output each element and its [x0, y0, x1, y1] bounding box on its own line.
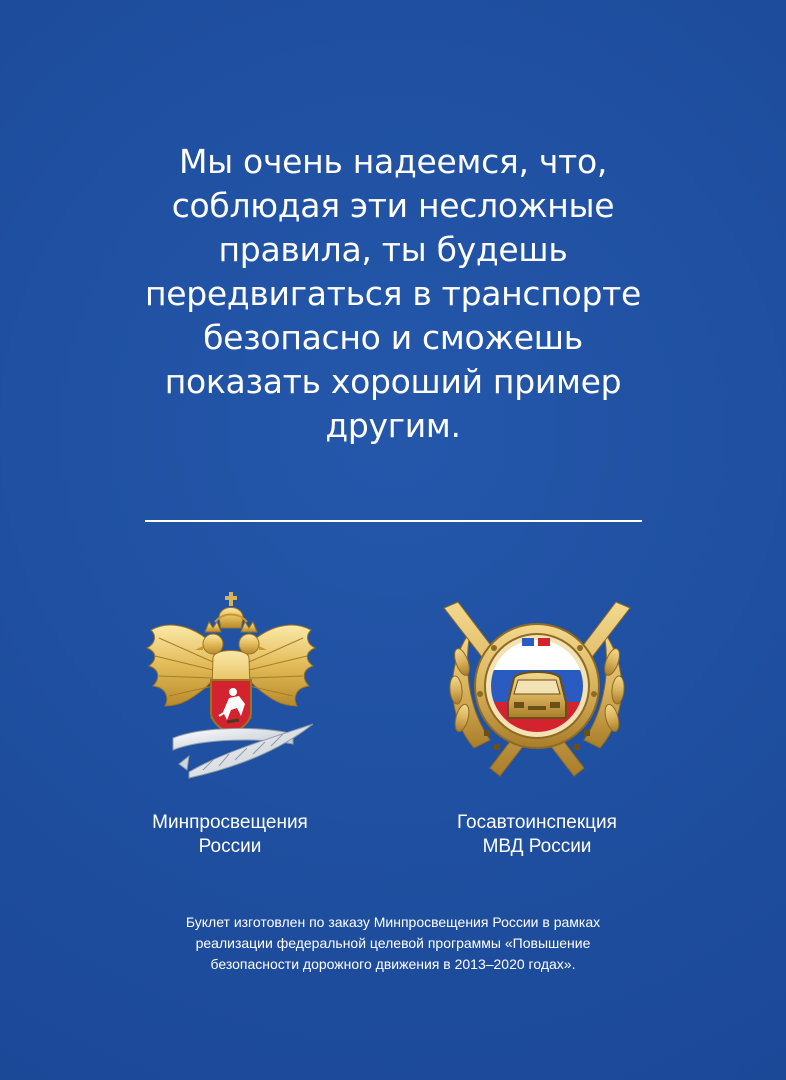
message-line: безопасно и сможешь: [203, 318, 583, 357]
main-message: [80, 140, 706, 448]
divider-line: [145, 520, 642, 522]
booklet-footnote: [120, 912, 666, 975]
footnote-line: реализации федеральной целевой программы «Повышение: [195, 935, 591, 951]
traffic-police-badge-icon: [434, 598, 640, 786]
message-line: показать хороший пример: [164, 362, 622, 401]
footnote-line: Буклет изготовлен по заказу Минпросвещения России в рамках: [185, 914, 601, 930]
double-headed-eagle-emblem-icon: [143, 588, 319, 784]
ministry-caption-line: России: [198, 836, 262, 857]
traffic-police-caption: [437, 811, 637, 859]
message-line: другим.: [325, 406, 461, 445]
message-line: Мы очень надеемся, что,: [178, 142, 608, 181]
traffic-police-caption-line: Госавтоинспекция: [457, 812, 617, 833]
ministry-caption-line: Минпросвещения: [152, 812, 308, 833]
footnote-line: безопасности дорожного движения в 2013–2020 годах».: [210, 956, 576, 972]
message-line: соблюдая эти несложные: [171, 186, 615, 225]
ministry-caption: [130, 811, 330, 859]
message-line: передвигаться в транспорте: [144, 274, 642, 313]
traffic-police-caption-line: МВД России: [482, 836, 592, 857]
message-line: правила, ты будешь: [218, 230, 568, 269]
